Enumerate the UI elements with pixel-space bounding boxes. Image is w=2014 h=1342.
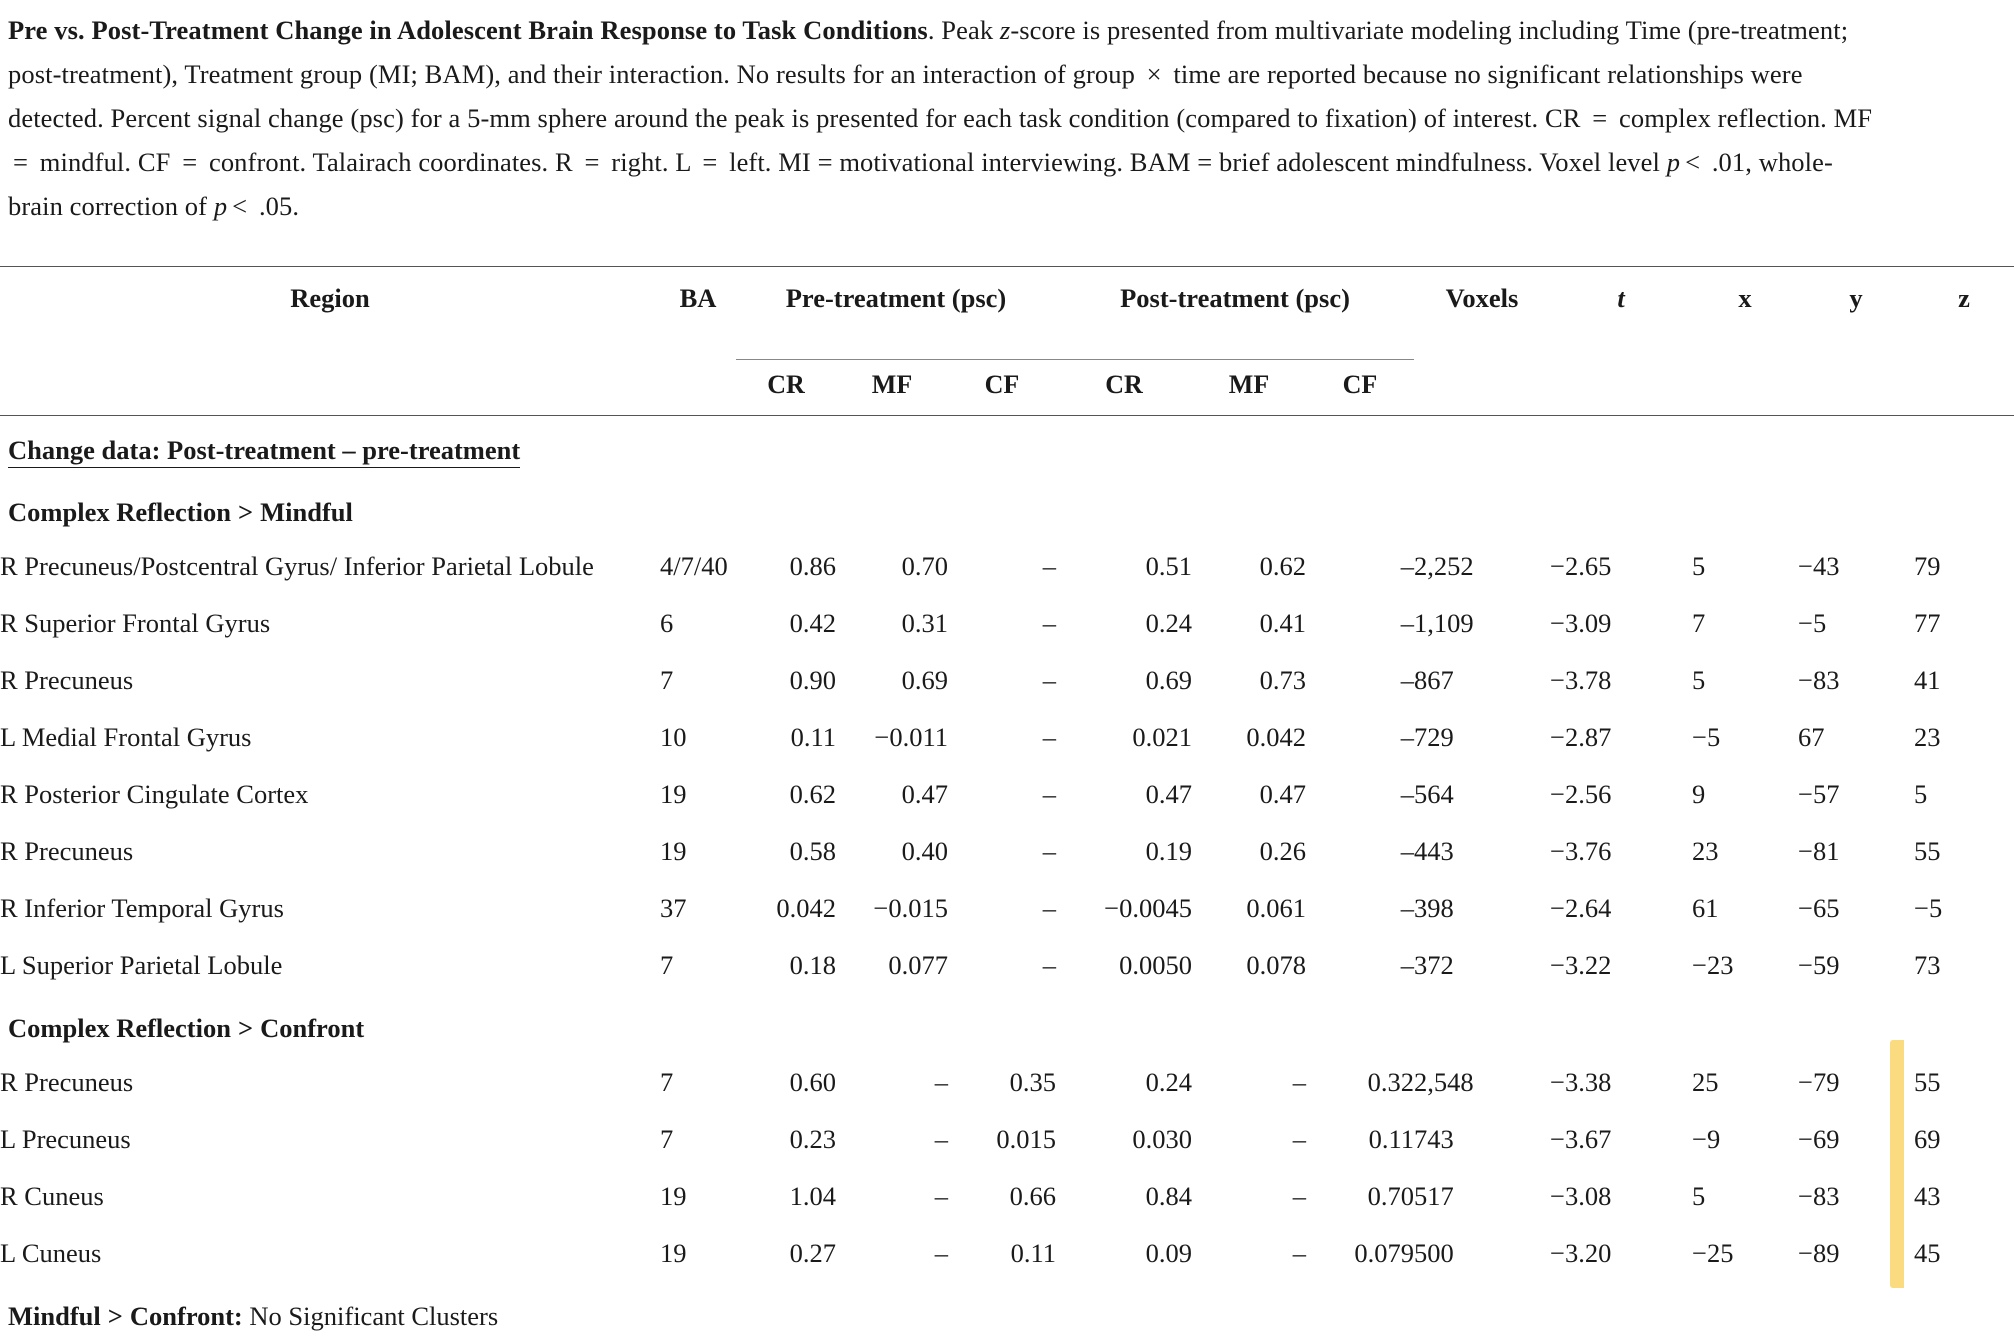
cell-post-mf: 0.061 <box>1246 892 1306 923</box>
cell-pre-mf: 0.40 <box>901 835 948 866</box>
cell-pre-mf: 0.31 <box>901 607 948 638</box>
cell-voxels: 398 <box>1414 892 1454 923</box>
table-row <box>0 538 2014 595</box>
results-table <box>0 266 2014 1342</box>
cell-region: R Precuneus <box>0 1066 134 1097</box>
cell-post-mf: 0.042 <box>1246 721 1306 752</box>
cell-post-cr: 0.09 <box>1145 1237 1192 1268</box>
cell-voxels: 2,252 <box>1414 550 1474 581</box>
cell-x: −9 <box>1692 1123 1721 1154</box>
table-footer-note <box>0 1282 2014 1342</box>
caption-title: Pre vs. Post-Treatment Change in Adolescent Brain Response to Task Conditions <box>8 15 928 45</box>
table-row <box>0 937 2014 994</box>
subcolumn-header-pre-cr: CR <box>767 370 805 399</box>
cell-post-cf: – <box>1400 607 1414 638</box>
cell-y: −43 <box>1798 550 1840 581</box>
equals-symbol-1: = <box>1592 103 1608 133</box>
cell-post-cr: 0.24 <box>1145 607 1192 638</box>
cell-voxels: 1,109 <box>1414 607 1474 638</box>
cell-y: −65 <box>1798 892 1840 923</box>
cell-ba: 19 <box>660 778 687 809</box>
cell-post-cf: – <box>1400 949 1414 980</box>
column-header-z: z <box>1958 282 1970 313</box>
caption-text-8: left. MI = motivational interviewing. BAM = brief adolescent mindfulness. Voxel level <box>722 147 1667 177</box>
cell-x: 23 <box>1692 835 1719 866</box>
cell-ba: 7 <box>660 1066 674 1097</box>
table-section-header <box>0 994 2014 1054</box>
cell-pre-mf: −0.011 <box>874 721 948 752</box>
footer-note-label <box>0 1282 2014 1342</box>
cell-post-cr: 0.19 <box>1145 835 1192 866</box>
caption-text-10: .05. <box>252 191 300 221</box>
cell-post-cf: – <box>1400 550 1414 581</box>
cell-post-mf: – <box>1292 1066 1306 1097</box>
header-span-rules <box>0 322 2014 360</box>
cell-post-cf: 0.11 <box>1368 1123 1414 1154</box>
cell-y: 67 <box>1798 721 1825 752</box>
cell-t: −3.20 <box>1550 1237 1612 1268</box>
subcolumn-header-pre-mf: MF <box>871 370 913 399</box>
cell-ba: 6 <box>660 607 674 638</box>
cell-post-cf: 0.32 <box>1367 1066 1414 1097</box>
equals-symbol-3: = <box>182 147 198 177</box>
cell-post-mf: 0.26 <box>1259 835 1306 866</box>
cell-pre-cr: 0.23 <box>789 1123 836 1154</box>
cell-x: −23 <box>1692 949 1734 980</box>
cell-z: 77 <box>1914 607 1941 638</box>
cell-z: 41 <box>1914 664 1941 695</box>
cell-post-cf: – <box>1400 892 1414 923</box>
cell-t: −2.65 <box>1550 550 1612 581</box>
cell-ba: 19 <box>660 835 687 866</box>
table-header-row <box>0 269 2014 322</box>
caption-text-1: . Peak <box>927 15 1000 45</box>
cell-post-cr: 0.021 <box>1132 721 1192 752</box>
table-row <box>0 880 2014 937</box>
cell-pre-cf: – <box>1042 835 1056 866</box>
cell-post-cr: 0.69 <box>1145 664 1192 695</box>
cell-x: 25 <box>1692 1066 1719 1097</box>
cell-region: R Precuneus <box>0 835 134 866</box>
cell-post-cf: – <box>1400 835 1414 866</box>
footer-label-left: Mindful <box>8 1300 101 1331</box>
cell-z: −5 <box>1914 892 1943 923</box>
table-row <box>0 595 2014 652</box>
cell-t: −3.38 <box>1550 1066 1612 1097</box>
table-row <box>0 1111 2014 1168</box>
cell-region: L Precuneus <box>0 1123 131 1154</box>
scroll-highlight-bar[interactable] <box>1890 1040 1904 1288</box>
caption-text-4: complex reflection. MF <box>1612 103 1873 133</box>
section-label <box>0 415 2014 478</box>
table-caption <box>0 0 1904 228</box>
cell-y: −69 <box>1798 1123 1840 1154</box>
times-symbol: × <box>1146 59 1162 89</box>
cell-region: R Superior Frontal Gyrus <box>0 607 271 638</box>
cell-pre-mf: – <box>934 1066 948 1097</box>
cell-voxels: 564 <box>1414 778 1454 809</box>
cell-pre-cr: 0.86 <box>789 550 836 581</box>
cell-y: −5 <box>1798 607 1827 638</box>
cell-pre-mf: – <box>934 1237 948 1268</box>
table-row <box>0 1225 2014 1282</box>
greater-than-symbol: > <box>238 496 254 527</box>
cell-pre-mf: 0.70 <box>901 550 948 581</box>
cell-pre-cr: 0.60 <box>789 1066 836 1097</box>
cell-t: −3.22 <box>1550 949 1612 980</box>
column-header-t: t <box>1617 282 1625 313</box>
cell-pre-mf: 0.69 <box>901 664 948 695</box>
cell-pre-cr: 0.90 <box>789 664 836 695</box>
section-label-left: Complex Reflection <box>8 496 231 527</box>
cell-t: −3.09 <box>1550 607 1612 638</box>
cell-pre-cr: 0.42 <box>789 607 836 638</box>
cell-pre-cr: 0.18 <box>789 949 836 980</box>
footer-label-right: Confront: <box>129 1300 243 1331</box>
cell-pre-mf: −0.015 <box>873 892 948 923</box>
cell-t: −2.56 <box>1550 778 1612 809</box>
cell-post-mf: 0.41 <box>1259 607 1306 638</box>
table-row <box>0 823 2014 880</box>
cell-post-cr: 0.51 <box>1145 550 1192 581</box>
cell-pre-mf: 0.077 <box>888 949 948 980</box>
cell-x: 5 <box>1692 1180 1706 1211</box>
cell-pre-cr: 0.11 <box>790 721 836 752</box>
cell-pre-cf: – <box>1042 721 1056 752</box>
table-section-header <box>0 415 2014 478</box>
cell-ba: 10 <box>660 721 687 752</box>
caption-text-6: confront. Talairach coordinates. R <box>202 147 580 177</box>
cell-post-cf: – <box>1400 721 1414 752</box>
cell-y: −59 <box>1798 949 1840 980</box>
cell-pre-cf: 0.66 <box>1009 1180 1056 1211</box>
cell-post-mf: 0.73 <box>1259 664 1306 695</box>
column-header-pre-treatment: Pre-treatment (psc) <box>785 282 1007 313</box>
cell-x: 9 <box>1692 778 1706 809</box>
table-row <box>0 652 2014 709</box>
cell-t: −3.67 <box>1550 1123 1612 1154</box>
cell-pre-cf: 0.35 <box>1009 1066 1056 1097</box>
cell-region: L Medial Frontal Gyrus <box>0 721 252 752</box>
cell-pre-cf: – <box>1042 664 1056 695</box>
cell-y: −57 <box>1798 778 1840 809</box>
cell-post-mf: 0.078 <box>1246 949 1306 980</box>
cell-region: R Precuneus/Postcentral Gyrus/ Inferior Parietal Lobule <box>0 550 594 581</box>
cell-pre-cr: 0.27 <box>789 1237 836 1268</box>
equals-symbol-2: = <box>13 147 29 177</box>
subcolumn-header-pre-cf: CF <box>984 370 1020 399</box>
less-than-symbol-1: < <box>1685 147 1701 177</box>
cell-pre-cf: – <box>1042 892 1056 923</box>
cell-y: −83 <box>1798 664 1840 695</box>
cell-voxels: 443 <box>1414 835 1454 866</box>
cell-pre-cr: 0.58 <box>789 835 836 866</box>
cell-ba: 19 <box>660 1180 687 1211</box>
subcolumn-header-post-cr: CR <box>1105 370 1143 399</box>
cell-ba: 7 <box>660 664 674 695</box>
cell-x: 5 <box>1692 664 1706 695</box>
table-row <box>0 709 2014 766</box>
cell-z: 69 <box>1914 1123 1941 1154</box>
cell-pre-cf: 0.015 <box>996 1123 1056 1154</box>
cell-post-cr: 0.84 <box>1145 1180 1192 1211</box>
table-row <box>0 1054 2014 1111</box>
column-header-y: y <box>1849 282 1863 313</box>
cell-post-cr: 0.030 <box>1132 1123 1192 1154</box>
cell-voxels: 2,548 <box>1414 1066 1474 1097</box>
caption-text-3: time are reported because no significant relationships were detected. Percent signal change (psc) for a 5-mm sphere around the peak is presented for each task condition (compared to fixation) of interest. CR <box>8 59 1803 133</box>
cell-voxels: 500 <box>1414 1237 1454 1268</box>
cell-voxels: 517 <box>1414 1180 1454 1211</box>
cell-t: −2.87 <box>1550 721 1612 752</box>
cell-t: −3.78 <box>1550 664 1612 695</box>
section-label-right: Confront <box>260 1012 365 1043</box>
cell-voxels: 372 <box>1414 949 1454 980</box>
cell-post-mf: 0.47 <box>1259 778 1306 809</box>
cell-post-cr: 0.24 <box>1145 1066 1192 1097</box>
cell-z: 79 <box>1914 550 1941 581</box>
cell-pre-mf: 0.47 <box>901 778 948 809</box>
subcolumn-header-post-cf: CF <box>1342 370 1378 399</box>
caption-italic-z: z <box>999 15 1011 45</box>
equals-symbol-5: = <box>702 147 718 177</box>
section-label <box>0 994 2014 1054</box>
cell-pre-cf: – <box>1042 607 1056 638</box>
cell-pre-cf: – <box>1042 550 1056 581</box>
column-header-region: Region <box>290 282 370 313</box>
cell-z: 43 <box>1914 1180 1941 1211</box>
cell-x: −25 <box>1692 1237 1734 1268</box>
pre-treatment-span-rule <box>736 322 1056 360</box>
cell-post-cf: 0.70 <box>1367 1180 1414 1211</box>
cell-z: 55 <box>1914 1066 1941 1097</box>
cell-region: L Superior Parietal Lobule <box>0 949 283 980</box>
table-body <box>0 415 2014 1342</box>
cell-x: 61 <box>1692 892 1719 923</box>
cell-post-cr: −0.0045 <box>1104 892 1192 923</box>
cell-pre-mf: – <box>934 1180 948 1211</box>
cell-post-cr: 0.0050 <box>1119 949 1192 980</box>
cell-t: −3.08 <box>1550 1180 1612 1211</box>
cell-post-mf: 0.62 <box>1259 550 1306 581</box>
caption-text-2: -score is presented from multivariate modeling including Time (pre-treatment; post-treatment), Treatment group (MI; BAM), and their interaction. No results for an interaction of group <box>8 15 1849 89</box>
cell-post-cf: 0.079 <box>1354 1237 1414 1268</box>
cell-pre-cf: – <box>1042 949 1056 980</box>
cell-pre-cf: 0.11 <box>1010 1237 1056 1268</box>
cell-region: R Inferior Temporal Gyrus <box>0 892 284 923</box>
cell-post-cr: 0.47 <box>1145 778 1192 809</box>
cell-post-mf: – <box>1292 1180 1306 1211</box>
subcolumn-header-post-mf: MF <box>1228 370 1270 399</box>
greater-than-symbol: > <box>238 1012 254 1043</box>
cell-x: −5 <box>1692 721 1721 752</box>
caption-text-5: mindful. CF <box>33 147 178 177</box>
cell-z: 55 <box>1914 835 1941 866</box>
cell-z: 5 <box>1914 778 1928 809</box>
column-header-post-treatment: Post-treatment (psc) <box>1120 282 1350 313</box>
cell-pre-cr: 0.62 <box>789 778 836 809</box>
caption-text-9: .01, whole-brain correction of <box>8 147 1833 221</box>
cell-z: 45 <box>1914 1237 1941 1268</box>
column-header-voxels: Voxels <box>1445 282 1519 313</box>
footer-note-text: No Significant Clusters <box>242 1300 499 1331</box>
cell-post-cf: – <box>1400 778 1414 809</box>
greater-than-symbol: > <box>107 1300 123 1331</box>
cell-region: R Precuneus <box>0 664 134 695</box>
cell-region: L Cuneus <box>0 1237 102 1268</box>
cell-pre-mf: – <box>934 1123 948 1154</box>
cell-voxels: 729 <box>1414 721 1454 752</box>
cell-y: −79 <box>1798 1066 1840 1097</box>
table-row <box>0 766 2014 823</box>
caption-italic-p-2: p <box>213 191 228 221</box>
section-label-right: Mindful <box>260 496 353 527</box>
cell-z: 73 <box>1914 949 1941 980</box>
cell-t: −3.76 <box>1550 835 1612 866</box>
cell-ba: 4/7/40 <box>660 550 728 581</box>
cell-ba: 37 <box>660 892 687 923</box>
cell-t: −2.64 <box>1550 892 1612 923</box>
cell-ba: 7 <box>660 949 674 980</box>
caption-italic-p-1: p <box>1666 147 1681 177</box>
cell-pre-cf: – <box>1042 778 1056 809</box>
cell-ba: 19 <box>660 1237 687 1268</box>
cell-z: 23 <box>1914 721 1941 752</box>
section-label-left: Complex Reflection <box>8 1012 231 1043</box>
caption-text-7: right. L <box>604 147 698 177</box>
cell-voxels: 743 <box>1414 1123 1454 1154</box>
cell-x: 5 <box>1692 550 1706 581</box>
column-header-x: x <box>1738 282 1752 313</box>
cell-region: R Posterior Cingulate Cortex <box>0 778 309 809</box>
section-label-text: Change data: Post-treatment – pre-treatment <box>8 435 520 468</box>
cell-post-cf: – <box>1400 664 1414 695</box>
cell-pre-cr: 0.042 <box>776 892 836 923</box>
cell-x: 7 <box>1692 607 1706 638</box>
table-section-header <box>0 478 2014 538</box>
cell-post-mf: – <box>1292 1123 1306 1154</box>
table-row <box>0 1168 2014 1225</box>
less-than-symbol-2: < <box>232 191 248 221</box>
cell-y: −83 <box>1798 1180 1840 1211</box>
cell-pre-cr: 1.04 <box>789 1180 836 1211</box>
cell-y: −89 <box>1798 1237 1840 1268</box>
cell-voxels: 867 <box>1414 664 1454 695</box>
equals-symbol-4: = <box>584 147 600 177</box>
section-label <box>0 478 2014 538</box>
cell-post-mf: – <box>1292 1237 1306 1268</box>
table-subheader-row <box>0 360 2014 414</box>
cell-ba: 7 <box>660 1123 674 1154</box>
column-header-ba: BA <box>679 282 717 313</box>
post-treatment-span-rule <box>1056 322 1414 360</box>
cell-region: R Cuneus <box>0 1180 104 1211</box>
cell-y: −81 <box>1798 835 1840 866</box>
